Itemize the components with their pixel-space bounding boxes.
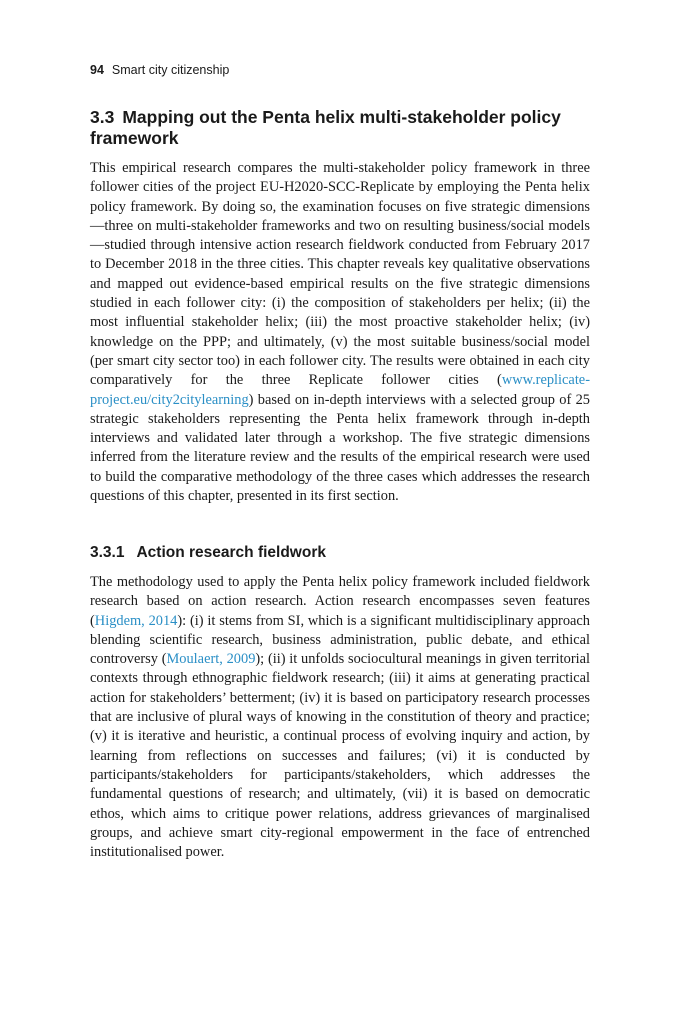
subsection-heading	[90, 543, 590, 563]
paragraph-text: ): (i) it stems from SI, which is a significant multidisciplinary approach blending scientific research, business administration, public debate, and ethical controversy (	[90, 612, 590, 668]
subsection-number: 3.3.1	[90, 544, 125, 561]
section-heading	[90, 107, 610, 149]
subsection-title: Action research fieldwork	[136, 544, 326, 561]
paragraph-text: ); (ii) it unfolds sociocultural meanings in given territorial contexts through ethnographic fieldwork research; (iii) it aims at generating practical action for stakeholders’ betterment; (iv) it is based on participatory research processes that are inclusive of plural ways of knowing in the constitution of theory and practice; (v) it is iterative and heuristic, a continual process of evolving inquiry and action, by learning from reflections on successes and failures; (vi) it is conducted by participants/stakeholders for participants/stakeholders, which addresses the fundamental questions of research; and ultimately, (vii) it is based on democratic ethos, which aims to critique power relations, address grievances of marginalised groups, and achieve smart city-regional empowerment in the face of entrenched institutionalised power.	[90, 651, 590, 861]
citation-higdem-link[interactable]: Higdem, 2014	[94, 612, 178, 629]
section-paragraph	[90, 159, 590, 506]
paragraph-text: ) based on in-depth interviews with a selected group of 25 strategic stakeholders representing the Penta helix framework through in-depth interviews and validated later through a workshop. The five strategic dimensions inferred from the literature review and the results of the empirical research were used to build the comparative methodology of the three cases which addresses the research questions of this chapter, presented in its first section.	[90, 391, 590, 505]
subsection-paragraph	[90, 573, 590, 862]
running-head-title: Smart city citizenship	[111, 63, 230, 77]
running-head	[90, 63, 229, 77]
section-number: 3.3	[90, 107, 115, 127]
section-title: Mapping out the Penta helix multi-stakeholder policy framework	[90, 107, 561, 148]
citation-moulaert-link[interactable]: Moulaert, 2009	[166, 651, 256, 668]
page-number: 94	[90, 63, 104, 77]
paragraph-text: The methodology used to apply the Penta helix policy framework included fieldwork research based on action research. Action research encompasses seven features (	[90, 574, 590, 629]
paragraph-text: This empirical research compares the multi-stakeholder policy framework in three follower cities of the project EU-H2020-SCC-Replicate by employing the Penta helix policy framework. By doing so, the examination focuses on five strategic dimensions—three on multi-stakeholder frameworks and two on resulting business/social models—studied through intensive action research fieldwork conducted from February 2017 to December 2018 in the three cities. This chapter reveals key qualitative observations and mapped out evidence-based empirical results on the five strategic dimensions studied in each follower city: (i) the composition of stakeholders per helix; (ii) the most influential stakeholder helix; (iii) the most proactive stakeholder helix; (iv) knowledge on the PPP; and ultimately, (v) the most suitable business/social model (per smart city sector too) in each follower city. The results were obtained in each city comparatively for the three Replicate follower cities (	[90, 160, 590, 389]
replicate-project-link[interactable]: www.replicate-project.eu/city2citylearning	[90, 372, 590, 408]
